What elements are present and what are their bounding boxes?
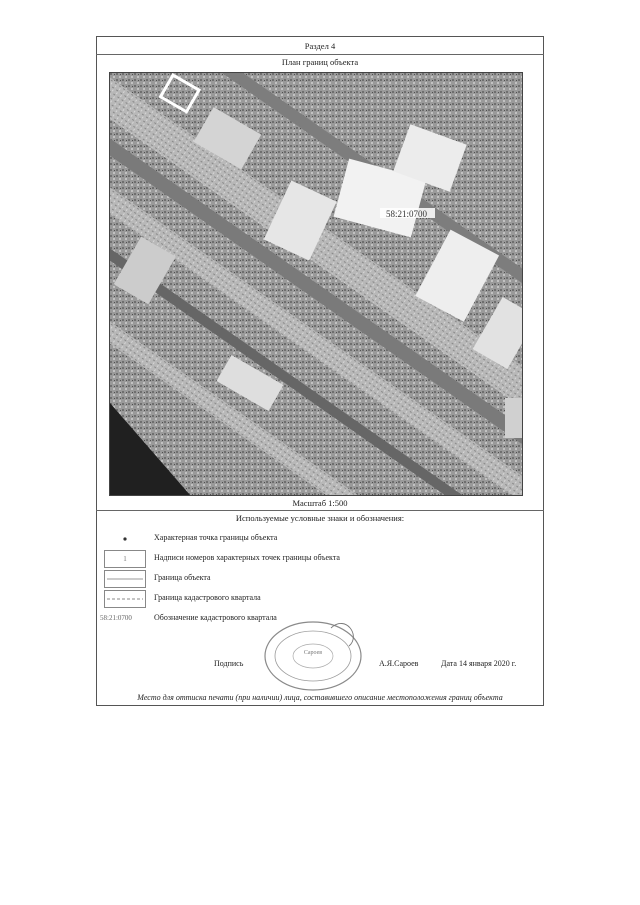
dashed-line-icon (105, 591, 145, 607)
document-sheet (96, 36, 544, 706)
signer-name: А.Я.Сароев (379, 659, 419, 668)
stamp-text: Сароев (303, 650, 323, 656)
section-label: Раздел 4 (304, 41, 336, 51)
legend-label: Граница кадастрового квартала (154, 593, 261, 602)
line-icon (105, 571, 145, 587)
signature-date: Дата 14 января 2020 г. (441, 659, 517, 668)
legend-item-quarter-boundary (104, 590, 534, 608)
legend-label: Надписи номеров характерных точек границы объекта (154, 553, 340, 562)
legend-item-point-numbers (104, 550, 534, 568)
plan-title: План границ объекта (281, 57, 359, 67)
legend-symbol-quarter (104, 590, 146, 608)
scale-divider (96, 510, 544, 511)
legend-label: Граница объекта (154, 573, 211, 582)
stamp-place-note: Место для оттиска печати (при наличии) лица, составившего описание местоположения границ объекта (137, 693, 503, 702)
aerial-map (109, 72, 523, 496)
signature-label: Подпись (214, 659, 244, 668)
legend-symbol-quarter-label: 58:21:0700 (100, 610, 140, 626)
seal-stamp (261, 616, 366, 696)
legend-item-boundary-point (104, 530, 534, 548)
parcel-label: 58:21:0700 (386, 209, 428, 219)
legend-item-object-boundary (104, 570, 534, 588)
legend-symbol-boundary (104, 570, 146, 588)
map-scale: Масштаб 1:500 (292, 498, 348, 508)
legend-label: Характерная точка границы объекта (154, 533, 278, 542)
aerial-photo (110, 73, 522, 495)
dot-icon (105, 531, 145, 547)
legend-symbol-text: 1 (123, 555, 127, 563)
header-divider (96, 54, 544, 55)
legend-symbol-point (104, 530, 146, 548)
legend-label: Обозначение кадастрового квартала (154, 613, 277, 622)
legend-symbol-numbers (104, 550, 146, 568)
legend-title: Используемые условные знаки и обозначения: (235, 513, 405, 523)
